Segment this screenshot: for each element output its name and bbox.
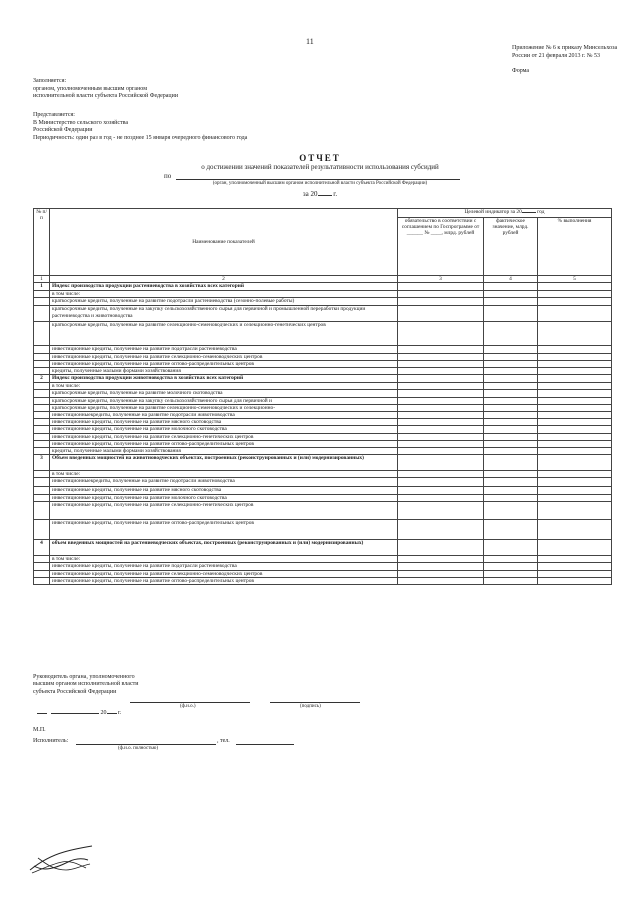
date-suffix: г. [118,710,122,716]
row-obligatory-cell[interactable] [398,539,484,555]
row-number [34,519,50,539]
sign-line [270,702,360,703]
row-number [34,397,50,404]
row-obligatory-cell[interactable] [398,487,484,494]
row-percent-cell[interactable] [538,440,612,447]
table-row [34,404,612,411]
submitted-block [33,112,333,142]
row-indicator-name: инвестиционные кредиты, полученные на развитие мясного скотоводства [50,487,398,494]
col-header-target [398,209,612,218]
sig-line-1: Руководитель органа, уполномоченного [33,674,135,680]
row-number [34,478,50,487]
row-indicator-name: инвестиционные кредиты, полученные на развитие подотрасли растениеводства [50,346,398,353]
row-percent-cell[interactable] [538,298,612,306]
table-row [34,494,612,501]
row-percent-cell[interactable] [538,419,612,426]
row-percent-cell[interactable] [538,471,612,478]
row-actual-cell[interactable] [484,571,538,578]
col-header-actual: фактическое значение, млрд. рублей [484,218,538,276]
submitted-label: Представляется: [33,112,75,118]
head-signature-block [33,674,193,696]
table-row [34,322,612,346]
target-suffix: год [537,209,545,215]
filled-by-line-2: исполнительной власти субъекта Российской Федерации [33,93,179,100]
row-indicator-name: инвестиционные кредиты, полученные на развитие селекционно-генетических центров [50,501,398,519]
table-row [34,360,612,367]
table-row [34,426,612,433]
row-indicator-name: инвестиционные кредиты, полученные на развитие селекционно-семеноводческих центров [50,353,398,360]
row-actual-cell[interactable] [484,419,538,426]
row-actual-cell[interactable] [484,390,538,397]
row-actual-cell[interactable] [484,426,538,433]
table-row [34,412,612,419]
row-number [34,353,50,360]
row-percent-cell[interactable] [538,455,612,471]
row-percent-cell[interactable] [538,322,612,346]
row-indicator-name: в том числе: [50,555,398,562]
table-row [34,487,612,494]
page-number: 11 [306,37,314,46]
row-percent-cell[interactable] [538,283,612,291]
row-actual-cell[interactable] [484,375,538,383]
col-header-name: Наименование показателей [50,209,398,276]
row-indicator-name: инвестиционные кредиты, полученные на развитие селекционно-генетических центров [50,433,398,440]
row-obligatory-cell[interactable] [398,501,484,519]
row-actual-cell[interactable] [484,383,538,390]
row-obligatory-cell[interactable] [398,555,484,562]
row-obligatory-cell[interactable] [398,360,484,367]
row-number [34,448,50,455]
row-obligatory-cell[interactable] [398,440,484,447]
row-indicator-name: инвестиционные кредиты, полученные на развитие оптово-распределительных центров [50,519,398,539]
row-actual-cell[interactable] [484,455,538,471]
row-percent-cell[interactable] [538,346,612,353]
row-obligatory-cell[interactable] [398,578,484,585]
row-number [34,555,50,562]
row-obligatory-cell[interactable] [398,471,484,478]
row-percent-cell[interactable] [538,426,612,433]
row-indicator-name: инвестиционные кредиты, полученные на развитие оптово-распределительных центров [50,440,398,447]
row-obligatory-cell[interactable] [398,353,484,360]
row-number: 3 [34,455,50,471]
row-number [34,322,50,346]
row-indicator-name: Объем введенных мощностей на животноводческих объектах, построенных (реконструированных и (или) модернизированных) [50,455,398,471]
row-percent-cell[interactable] [538,397,612,404]
row-number [34,383,50,390]
executor-fio-line [76,744,216,745]
row-obligatory-cell[interactable] [398,404,484,411]
row-percent-cell[interactable] [538,368,612,375]
row-percent-cell[interactable] [538,578,612,585]
col-header-percent: % выполнения [538,218,612,276]
row-percent-cell[interactable] [538,306,612,322]
col-header-obligatory: обязательство в соответствии с соглашением по Госпрограмме от ______ № ____, млрд. рублей [398,218,484,276]
row-number: 1 [34,283,50,291]
row-percent-cell[interactable] [538,448,612,455]
report-year [0,190,640,198]
sig-line-3: субъекта Российской Федерации [33,688,117,695]
row-percent-cell[interactable] [538,539,612,555]
row-obligatory-cell[interactable] [398,563,484,571]
row-obligatory-cell[interactable] [398,419,484,426]
row-obligatory-cell[interactable] [398,306,484,322]
table-row [34,448,612,455]
sig-line-2: высшим органом исполнительной власти [33,681,139,688]
fio-label: (ф.и.о.) [180,704,196,709]
row-indicator-name: инвестиционные кредиты, полученные на развитие оптово-распределительных центров [50,360,398,367]
row-percent-cell[interactable] [538,291,612,298]
date-century: 20 [100,710,107,716]
row-obligatory-cell[interactable] [398,322,484,346]
row-indicator-name: инвестиционные кредиты, полученные на развитие селекционно-семеноводческих центров [50,571,398,578]
row-percent-cell[interactable] [538,433,612,440]
filled-by-block [33,78,333,101]
report-title: ОТЧЕТ [299,153,341,163]
row-obligatory-cell[interactable] [398,478,484,487]
row-number [34,494,50,501]
row-percent-cell[interactable] [538,519,612,539]
row-actual-cell[interactable] [484,471,538,478]
row-indicator-name: инвестиционные кредиты, полученные на развитие подотрасли растениеводства [50,563,398,571]
report-subtitle: о достижении значений показателей результативности использования субсидий [201,163,439,171]
target-prefix: Целевой индикатор за 20 [464,209,522,215]
row-number: 4 [34,539,50,555]
appendix-note [512,44,630,60]
row-indicator-name: инвестиционныекредиты, полученные на развитие подотрасли животноводства [50,412,398,419]
executor-row [33,738,68,744]
table-row [34,578,612,585]
row-percent-cell[interactable] [538,360,612,367]
row-number [34,419,50,426]
submitted-line-1: В Министерство сельского хозяйства [33,119,129,126]
row-number [34,563,50,571]
table-row [34,306,612,322]
row-indicator-name: краткосрочные кредиты, полученные на развитие подотрасли растениеводства (сезонно-полевые работы) [50,298,398,306]
periodicity: Периодичность: один раз в год - не позднее 15 января очередного финансового года [33,134,248,141]
row-percent-cell[interactable] [538,390,612,397]
row-indicator-name: инвестиционныекредиты, полученные на развитие подотрасли животноводства [50,478,398,487]
executor-fio-label: (ф.и.о. полностью) [118,746,159,751]
row-obligatory-cell[interactable] [398,397,484,404]
table-row [34,563,612,571]
row-number [34,501,50,519]
table-row [34,433,612,440]
row-indicator-name: в том числе: [50,471,398,478]
po-label: по [164,172,172,180]
year-suffix: г. [333,190,338,198]
filled-by-label: Заполняется: [33,78,67,84]
col-index-5: 5 [538,276,612,283]
executor-tel-line [236,744,294,745]
row-actual-cell[interactable] [484,412,538,419]
row-indicator-name: краткосрочные кредиты, полученные на развитие молочного скотоводства [50,390,398,397]
row-percent-cell[interactable] [538,563,612,571]
row-percent-cell[interactable] [538,383,612,390]
row-indicator-name: краткосрочные кредиты, полученные на закупку сельскохозяйственного сырья для первичной и [50,397,398,404]
row-obligatory-cell[interactable] [398,390,484,397]
row-obligatory-cell[interactable] [398,433,484,440]
table-row [34,478,612,487]
row-actual-cell[interactable] [484,306,538,322]
executor-tel-label: , тел. [217,738,230,744]
row-actual-cell[interactable] [484,501,538,519]
row-obligatory-cell[interactable] [398,412,484,419]
row-obligatory-cell[interactable] [398,346,484,353]
row-percent-cell[interactable] [538,412,612,419]
row-number [34,471,50,478]
row-indicator-name: инвестиционные кредиты, полученные на развитие молочного скотоводства [50,494,398,501]
row-indicator-name: инвестиционные кредиты, полученные на развитие оптово-распределительных центров [50,578,398,585]
table-row [34,539,612,555]
row-indicator-name: инвестиционные кредиты, полученные на развитие мясного скотоводства [50,419,398,426]
row-actual-cell[interactable] [484,298,538,306]
appendix-line-2: России от 21 февраля 2013 г. № 53 [512,53,600,59]
row-obligatory-cell[interactable] [398,383,484,390]
table-row [34,390,612,397]
row-indicator-name: кредиты, полученные малыми формами хозяйствования [50,368,398,375]
row-obligatory-cell[interactable] [398,455,484,471]
row-percent-cell[interactable] [538,494,612,501]
row-indicator-name: краткосрочные кредиты, полученные на развитие селекционно-семеноводческих и селекционно- [50,404,398,411]
row-actual-cell[interactable] [484,563,538,571]
row-actual-cell[interactable] [484,519,538,539]
row-number [34,426,50,433]
row-number [34,306,50,322]
row-percent-cell[interactable] [538,404,612,411]
table-row [34,397,612,404]
row-actual-cell[interactable] [484,555,538,562]
row-obligatory-cell[interactable] [398,426,484,433]
table-row [34,346,612,353]
table-row [34,501,612,519]
row-obligatory-cell[interactable] [398,283,484,291]
table-row [34,419,612,426]
table-row [34,519,612,539]
table-row [34,353,612,360]
table-row [34,298,612,306]
table-row [34,440,612,447]
table-row [34,375,612,383]
row-actual-cell[interactable] [484,283,538,291]
po-note: (орган, уполномоченный высшим органом исполнительной власти субъекта Российской Федерации) [212,181,428,186]
date-row [33,710,143,717]
row-obligatory-cell[interactable] [398,375,484,383]
row-actual-cell[interactable] [484,478,538,487]
row-indicator-name: в том числе: [50,383,398,390]
col-index-3: 3 [398,276,484,283]
report-table [33,208,612,585]
row-indicator-name: объем введенных мощностей на растениеводческих объектах, построенных (реконструированных и (или) модернизированных) [50,539,398,555]
row-number [34,412,50,419]
row-indicator-name: краткосрочные кредиты, полученные на закупку сельскохозяйственного сырья для первичной и промышленной переработки продукции растениеводства и животноводства [50,306,398,322]
table-row [34,383,612,390]
row-actual-cell[interactable] [484,433,538,440]
row-obligatory-cell[interactable] [398,448,484,455]
col-header-num: № п/п [34,209,50,276]
row-actual-cell[interactable] [484,353,538,360]
row-actual-cell[interactable] [484,368,538,375]
row-number: 2 [34,375,50,383]
table-row [34,291,612,298]
row-actual-cell[interactable] [484,322,538,346]
form-label: Форма [512,68,530,74]
stamp-label: М.П. [33,727,46,733]
row-percent-cell[interactable] [538,571,612,578]
handwritten-signature [26,842,96,878]
row-actual-cell[interactable] [484,578,538,585]
row-obligatory-cell[interactable] [398,298,484,306]
row-number [34,390,50,397]
row-percent-cell[interactable] [538,353,612,360]
row-number [34,346,50,353]
row-number [34,578,50,585]
fio-line [130,702,250,703]
row-obligatory-cell[interactable] [398,571,484,578]
row-number [34,291,50,298]
row-obligatory-cell[interactable] [398,368,484,375]
year-prefix: за 20 [302,190,318,198]
row-actual-cell[interactable] [484,494,538,501]
table-row [34,455,612,471]
row-actual-cell[interactable] [484,346,538,353]
row-actual-cell[interactable] [484,404,538,411]
col-index-4: 4 [484,276,538,283]
filled-by-line-1: органом, уполномоченным высшим органом [33,85,147,92]
row-indicator-name: в том числе: [50,291,398,298]
row-percent-cell[interactable] [538,375,612,383]
row-indicator-name: кредиты, полученные малыми формами хозяйствования [50,448,398,455]
row-obligatory-cell[interactable] [398,291,484,298]
row-indicator-name: Индекс производства продукции животноводства в хозяйствах всех категорий [50,375,398,383]
row-actual-cell[interactable] [484,440,538,447]
col-index-1: 1 [34,276,50,283]
col-index-2: 2 [50,276,398,283]
row-percent-cell[interactable] [538,487,612,494]
row-actual-cell[interactable] [484,448,538,455]
row-number [34,360,50,367]
row-indicator-name: краткосрочные кредиты, полученные на развитие селекционно-семеноводческих и селекционно-генетических центров [50,322,398,346]
row-number [34,368,50,375]
row-percent-cell[interactable] [538,555,612,562]
sign-label: (подпись) [300,704,321,709]
appendix-line-1: Приложение № 6 к приказу Минсельхоза [512,45,618,51]
row-number [34,404,50,411]
submitted-line-2: Российской Федерации [33,127,93,134]
row-number [34,298,50,306]
row-obligatory-cell[interactable] [398,519,484,539]
row-number [34,440,50,447]
row-actual-cell[interactable] [484,487,538,494]
row-percent-cell[interactable] [538,478,612,487]
row-percent-cell[interactable] [538,501,612,519]
row-number [34,487,50,494]
row-indicator-name: инвестиционные кредиты, полученные на развитие молочного скотоводства [50,426,398,433]
row-number [34,433,50,440]
table-row [34,471,612,478]
table-row [34,283,612,291]
row-actual-cell[interactable] [484,360,538,367]
row-actual-cell[interactable] [484,539,538,555]
row-number [34,571,50,578]
po-fill-line [176,179,460,180]
row-actual-cell[interactable] [484,291,538,298]
table-row [34,368,612,375]
row-obligatory-cell[interactable] [398,494,484,501]
executor-label: Исполнитель: [33,738,69,744]
row-indicator-name: Индекс производства продукции растениеводства в хозяйствах всех категорий [50,283,398,291]
table-row [34,555,612,562]
table-row [34,571,612,578]
row-actual-cell[interactable] [484,397,538,404]
